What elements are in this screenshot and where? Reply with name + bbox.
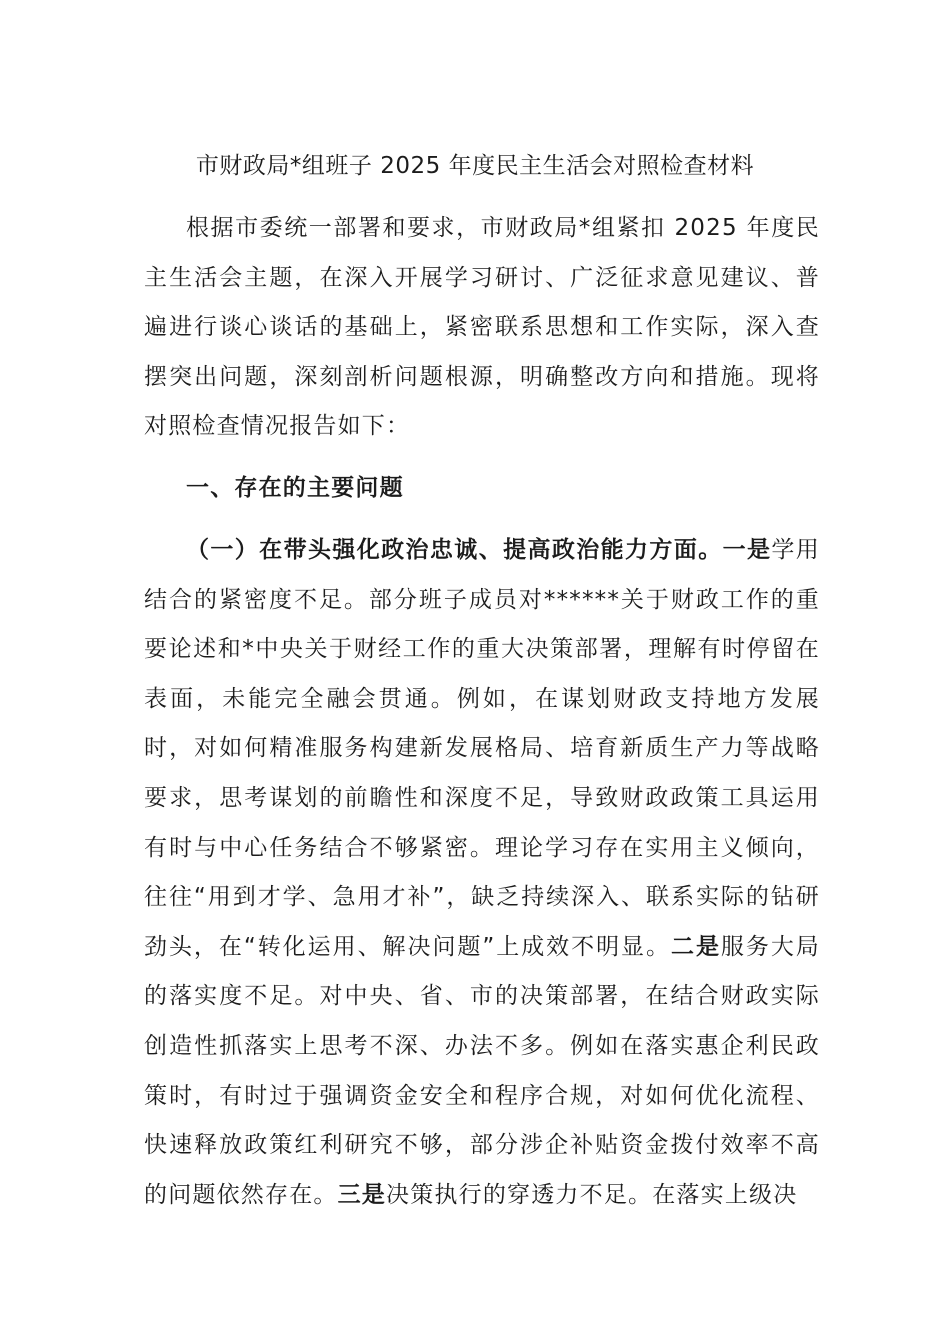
subsection-paragraph (144, 526, 820, 1220)
intro-paragraph: 根据市委统一部署和要求，市财政局*组紧扣 2025 年度民主生活会主题，在深入开展学习研讨、广泛征求意见建议、普遍进行谈心谈话的基础上，紧密联系思想和工作实际，深入查摆突出问题，深刻剖析问题根源，明确整改方向和措施。现将对照检查情况报告如下： (144, 215, 820, 440)
point-label-2: 二是 (670, 933, 721, 960)
subsection-heading: （一）在带头强化政治忠诚、提高政治能力方面。 (186, 537, 723, 563)
point-label-3: 三是 (337, 1181, 387, 1208)
point-text-3: 决策执行的穿透力不足。在落实上级决 (386, 1181, 798, 1208)
point-text-1: 学用结合的紧密度不足。部分班子成员对******关于财政工作的重要论述和*中央关于财经工作的重大决策部署，理解有时停留在表面，未能完全融会贯通。例如，在谋划财政支持地方发展时，对如何精准服务构建新发展格局、培育新质生产力等战略要求，思考谋划的前瞻性和深度不足，导致财政政策工具运用有时与中心任务结合不够紧密。理论学习存在实用主义倾向，往往“用到才学、急用才补”，缺乏持续深入、联系实际的钻研劲头，在“转化运用、解决问题”上成效不明显。 (144, 537, 820, 960)
point-text-2: 服务大局的落实度不足。对中央、省、市的决策部署，在结合财政实际创造性抓落实上思考不深、办法不多。例如在落实惠企利民政策时，有时过于强调资金安全和程序合规，对如何优化流程、快速释放政策红利研究不够，部分涉企补贴资金拨付效率不高的问题依然存在。 (144, 933, 821, 1208)
section-heading: 一、存在的主要问题 (186, 475, 404, 501)
document-title: 市财政局*组班子 2025 年度民主生活会对照检查材料 (195, 153, 755, 179)
point-label-1: 一是 (722, 537, 772, 563)
